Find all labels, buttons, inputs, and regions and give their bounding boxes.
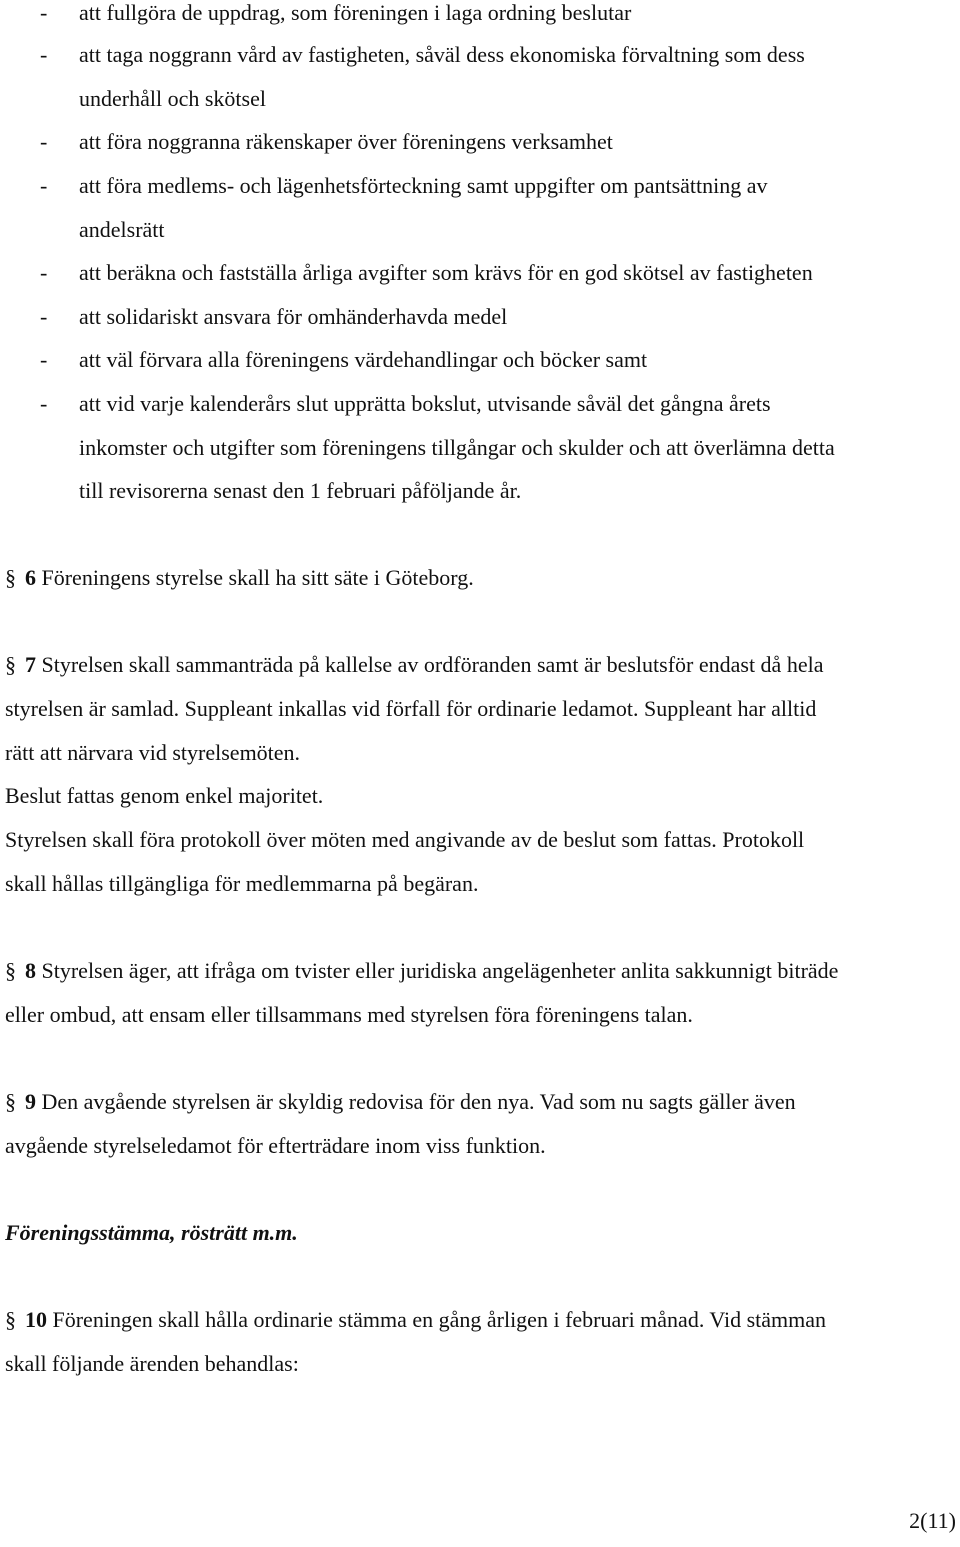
section-text: skall följande ärenden behandlas: — [5, 1351, 299, 1376]
list-item-text: att föra medlems- och lägenhetsförteckning samt uppgifter om pantsättning av — [79, 173, 768, 198]
list-marker: - — [40, 173, 48, 198]
list-marker: - — [40, 391, 48, 416]
section-text: Den avgående styrelsen är skyldig redovisa för den nya. Vad som nu sagts gäller även — [36, 1089, 796, 1114]
list-item-text: andelsrätt — [79, 217, 165, 242]
page-number: 2(11) — [909, 1508, 956, 1533]
list-marker: - — [40, 0, 48, 25]
section-symbol: § — [5, 652, 16, 677]
section-text: Föreningens styrelse skall ha sitt säte i Göteborg. — [36, 565, 474, 590]
section-text: Styrelsen äger, att ifråga om tvister eller juridiska angelägenheter anlita sakkunnigt biträde — [36, 958, 839, 983]
list-item-text: att solidariskt ansvara för omhänderhavda medel — [79, 304, 508, 329]
section-number: 8 — [25, 958, 36, 983]
section-text: Beslut fattas genom enkel majoritet. — [5, 783, 324, 808]
section-text: Styrelsen skall sammanträda på kallelse av ordföranden samt är beslutsför endast då hela — [36, 652, 824, 677]
section-symbol: § — [5, 958, 16, 983]
section-8 — [5, 958, 838, 984]
section-text: rätt att närvara vid styrelsemöten. — [5, 740, 301, 765]
list-item-text: att fullgöra de uppdrag, som föreningen i laga ordning beslutar — [79, 0, 632, 25]
list-item-text: inkomster och utgifter som föreningens tillgångar och skulder och att överlämna detta — [79, 435, 835, 460]
section-text: Föreningen skall hålla ordinarie stämma en gång årligen i februari månad. Vid stämman — [47, 1307, 827, 1332]
section-number: 7 — [25, 652, 36, 677]
list-marker: - — [40, 347, 48, 372]
list-marker: - — [40, 42, 48, 67]
section-text: skall hållas tillgängliga för medlemmarna på begäran. — [5, 871, 479, 896]
list-item-text: att taga noggrann vård av fastigheten, såväl dess ekonomiska förvaltning som dess — [79, 42, 805, 67]
section-symbol: § — [5, 1307, 16, 1332]
section-number: 9 — [25, 1089, 36, 1114]
section-text: avgående styrelseledamot för efterträdare inom viss funktion. — [5, 1133, 546, 1158]
section-text: eller ombud, att ensam eller tillsammans med styrelsen föra föreningens talan. — [5, 1002, 693, 1027]
list-item-text: att väl förvara alla föreningens värdehandlingar och böcker samt — [79, 347, 648, 372]
list-marker: - — [40, 260, 48, 285]
section-number: 6 — [25, 565, 36, 590]
section-symbol: § — [5, 1089, 16, 1114]
list-marker: - — [40, 129, 48, 154]
list-item-text: att vid varje kalenderårs slut upprätta bokslut, utvisande såväl det gångna årets — [79, 391, 771, 416]
section-10 — [5, 1307, 826, 1333]
list-item-text: till revisorerna senast den 1 februari påföljande år. — [79, 478, 522, 503]
list-item-text: att föra noggranna räkenskaper över föreningens verksamhet — [79, 129, 613, 154]
section-7 — [5, 652, 823, 678]
section-symbol: § — [5, 565, 16, 590]
section-heading: Föreningsstämma, rösträtt m.m. — [5, 1220, 298, 1245]
list-item-text: att beräkna och fastställa årliga avgifter som krävs för en god skötsel av fastigheten — [79, 260, 813, 285]
section-9 — [5, 1089, 796, 1115]
list-marker: - — [40, 304, 48, 329]
section-number: 10 — [25, 1307, 47, 1332]
section-text: styrelsen är samlad. Suppleant inkallas vid förfall för ordinarie ledamot. Suppleant har alltid — [5, 696, 817, 721]
section-6 — [5, 565, 474, 591]
section-text: Styrelsen skall föra protokoll över möten med angivande av de beslut som fattas. Protokoll — [5, 827, 805, 852]
list-item-text: underhåll och skötsel — [79, 86, 266, 111]
